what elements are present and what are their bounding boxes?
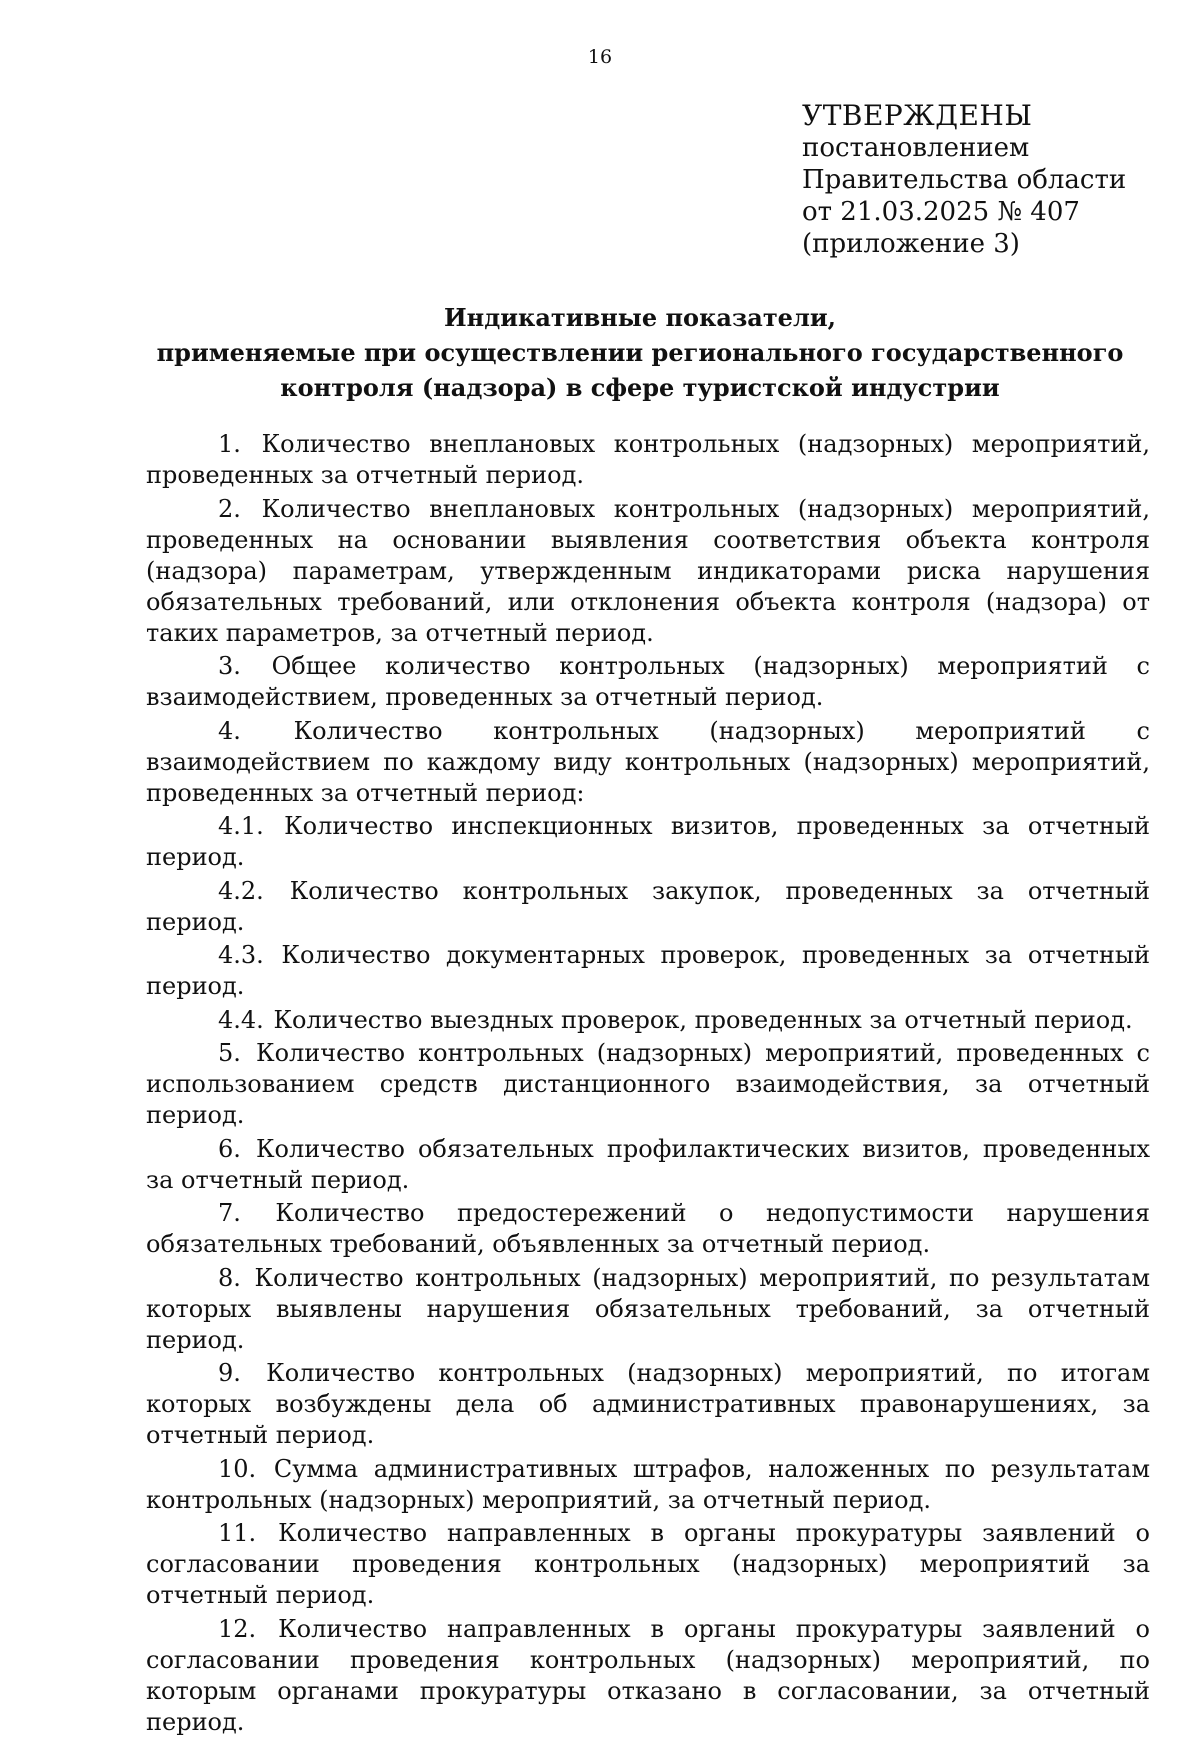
list-item (146, 494, 1150, 649)
document-title-line-2: применяемые при осуществлении регионального государственного (156, 338, 1124, 367)
document-title (140, 300, 1140, 405)
list-item-number: 4.2. (218, 876, 264, 905)
list-item-number: 7. (218, 1199, 241, 1227)
list-item-number: 5. (218, 1039, 241, 1067)
list-item-number: 11. (218, 1519, 257, 1547)
approval-line-date-number: от 21.03.2025 № 407 (802, 197, 1080, 227)
list-item (146, 1134, 1150, 1196)
list-item-text: Количество направленных в органы прокуратуры заявлений о согласовании проведения контрольных (надзорных) мероприятий за отчетный период. (146, 1519, 1150, 1609)
list-item-text: Количество предостережений о недопустимости нарушения обязательных требований, объявленных за отчетный период. (146, 1199, 1150, 1258)
list-item (146, 876, 1150, 938)
list-item (146, 1454, 1150, 1516)
list-item (146, 1358, 1150, 1451)
list-item-number: 3. (218, 652, 241, 680)
approval-line-government: Правительства области (802, 165, 1127, 195)
list-item (146, 811, 1150, 873)
list-item (146, 940, 1150, 1002)
list-item-number: 2. (218, 494, 241, 523)
document-title-line-1: Индикативные показатели, (443, 303, 837, 332)
list-item-number: 4. (218, 716, 241, 745)
list-item-text: Количество выездных проверок, проведенных за отчетный период. (273, 1005, 1133, 1034)
list-item-text: Количество направленных в органы прокуратуры заявлений о согласовании проведения контрольных (надзорных) мероприятий, по которым органами прокуратуры отказано в согласовании, за отчетный период. (146, 1614, 1150, 1736)
list-item-text: Сумма административных штрафов, наложенных по результатам контрольных (надзорных) мероприятий, за отчетный период. (146, 1454, 1150, 1514)
list-item-text: Количество контрольных закупок, проведенных за отчетный период. (146, 876, 1150, 936)
list-item-number: 1. (218, 430, 241, 458)
list-item (146, 1005, 1150, 1036)
approval-line-resolution: постановлением (802, 133, 1030, 163)
list-item-text: Количество внеплановых контрольных (надзорных) мероприятий, проведенных за отчетный период. (146, 430, 1150, 489)
list-item-text: Количество обязательных профилактических визитов, проведенных за отчетный период. (146, 1134, 1150, 1194)
list-item-number: 4.4. (218, 1005, 264, 1034)
list-item-number: 9. (218, 1359, 241, 1387)
list-item-text: Количество контрольных (надзорных) мероприятий, проведенных с использованием средств дистанционного взаимодействия, за отчетный период. (146, 1039, 1150, 1129)
list-item-text: Количество инспекционных визитов, проведенных за отчетный период. (146, 812, 1150, 871)
indicators-list (146, 429, 1150, 1740)
list-item-text: Количество контрольных (надзорных) мероприятий, по итогам которых возбуждены дела об административных правонарушениях, за отчетный период. (146, 1359, 1150, 1449)
list-item-number: 8. (218, 1263, 241, 1292)
list-item-text: Количество контрольных (надзорных) мероприятий, по результатам которых выявлены нарушения обязательных требований, за отчетный период. (146, 1263, 1150, 1354)
list-item (146, 651, 1150, 713)
list-item (146, 1198, 1150, 1260)
list-item (146, 429, 1150, 491)
list-item-text: Количество контрольных (надзорных) мероприятий с взаимодействием по каждому виду контрольных (надзорных) мероприятий, проведенных за отчетный период: (146, 716, 1150, 807)
document-title-line-3: контроля (надзора) в сфере туристской индустрии (280, 373, 1000, 402)
list-item-text: Количество внеплановых контрольных (надзорных) мероприятий, проведенных на основании выявления соответствия объекта контроля (надзора) параметрам, утвержденным индикаторами риска нарушения обязательных требований, или отклонения объекта контроля (надзора) от таких параметров, за отчетный период. (146, 494, 1150, 647)
list-item (146, 1038, 1150, 1131)
page-number: 16 (587, 46, 613, 68)
list-item-number: 10. (218, 1454, 257, 1483)
list-item (146, 1614, 1150, 1738)
approval-title: УТВЕРЖДЕНЫ (802, 99, 1033, 132)
list-item (146, 716, 1150, 809)
list-item-text: Количество документарных проверок, проведенных за отчетный период. (146, 941, 1150, 1000)
list-item-number: 12. (218, 1614, 257, 1643)
list-item (146, 1263, 1150, 1356)
list-item-number: 4.1. (218, 812, 264, 840)
approval-line-appendix: (приложение 3) (802, 229, 1020, 259)
list-item-number: 6. (218, 1134, 241, 1163)
list-item-number: 4.3. (218, 941, 264, 969)
approval-stamp-block (802, 100, 1182, 260)
list-item (146, 1518, 1150, 1611)
list-item-text: Общее количество контрольных (надзорных) мероприятий с взаимодействием, проведенных за отчетный период. (146, 652, 1150, 711)
